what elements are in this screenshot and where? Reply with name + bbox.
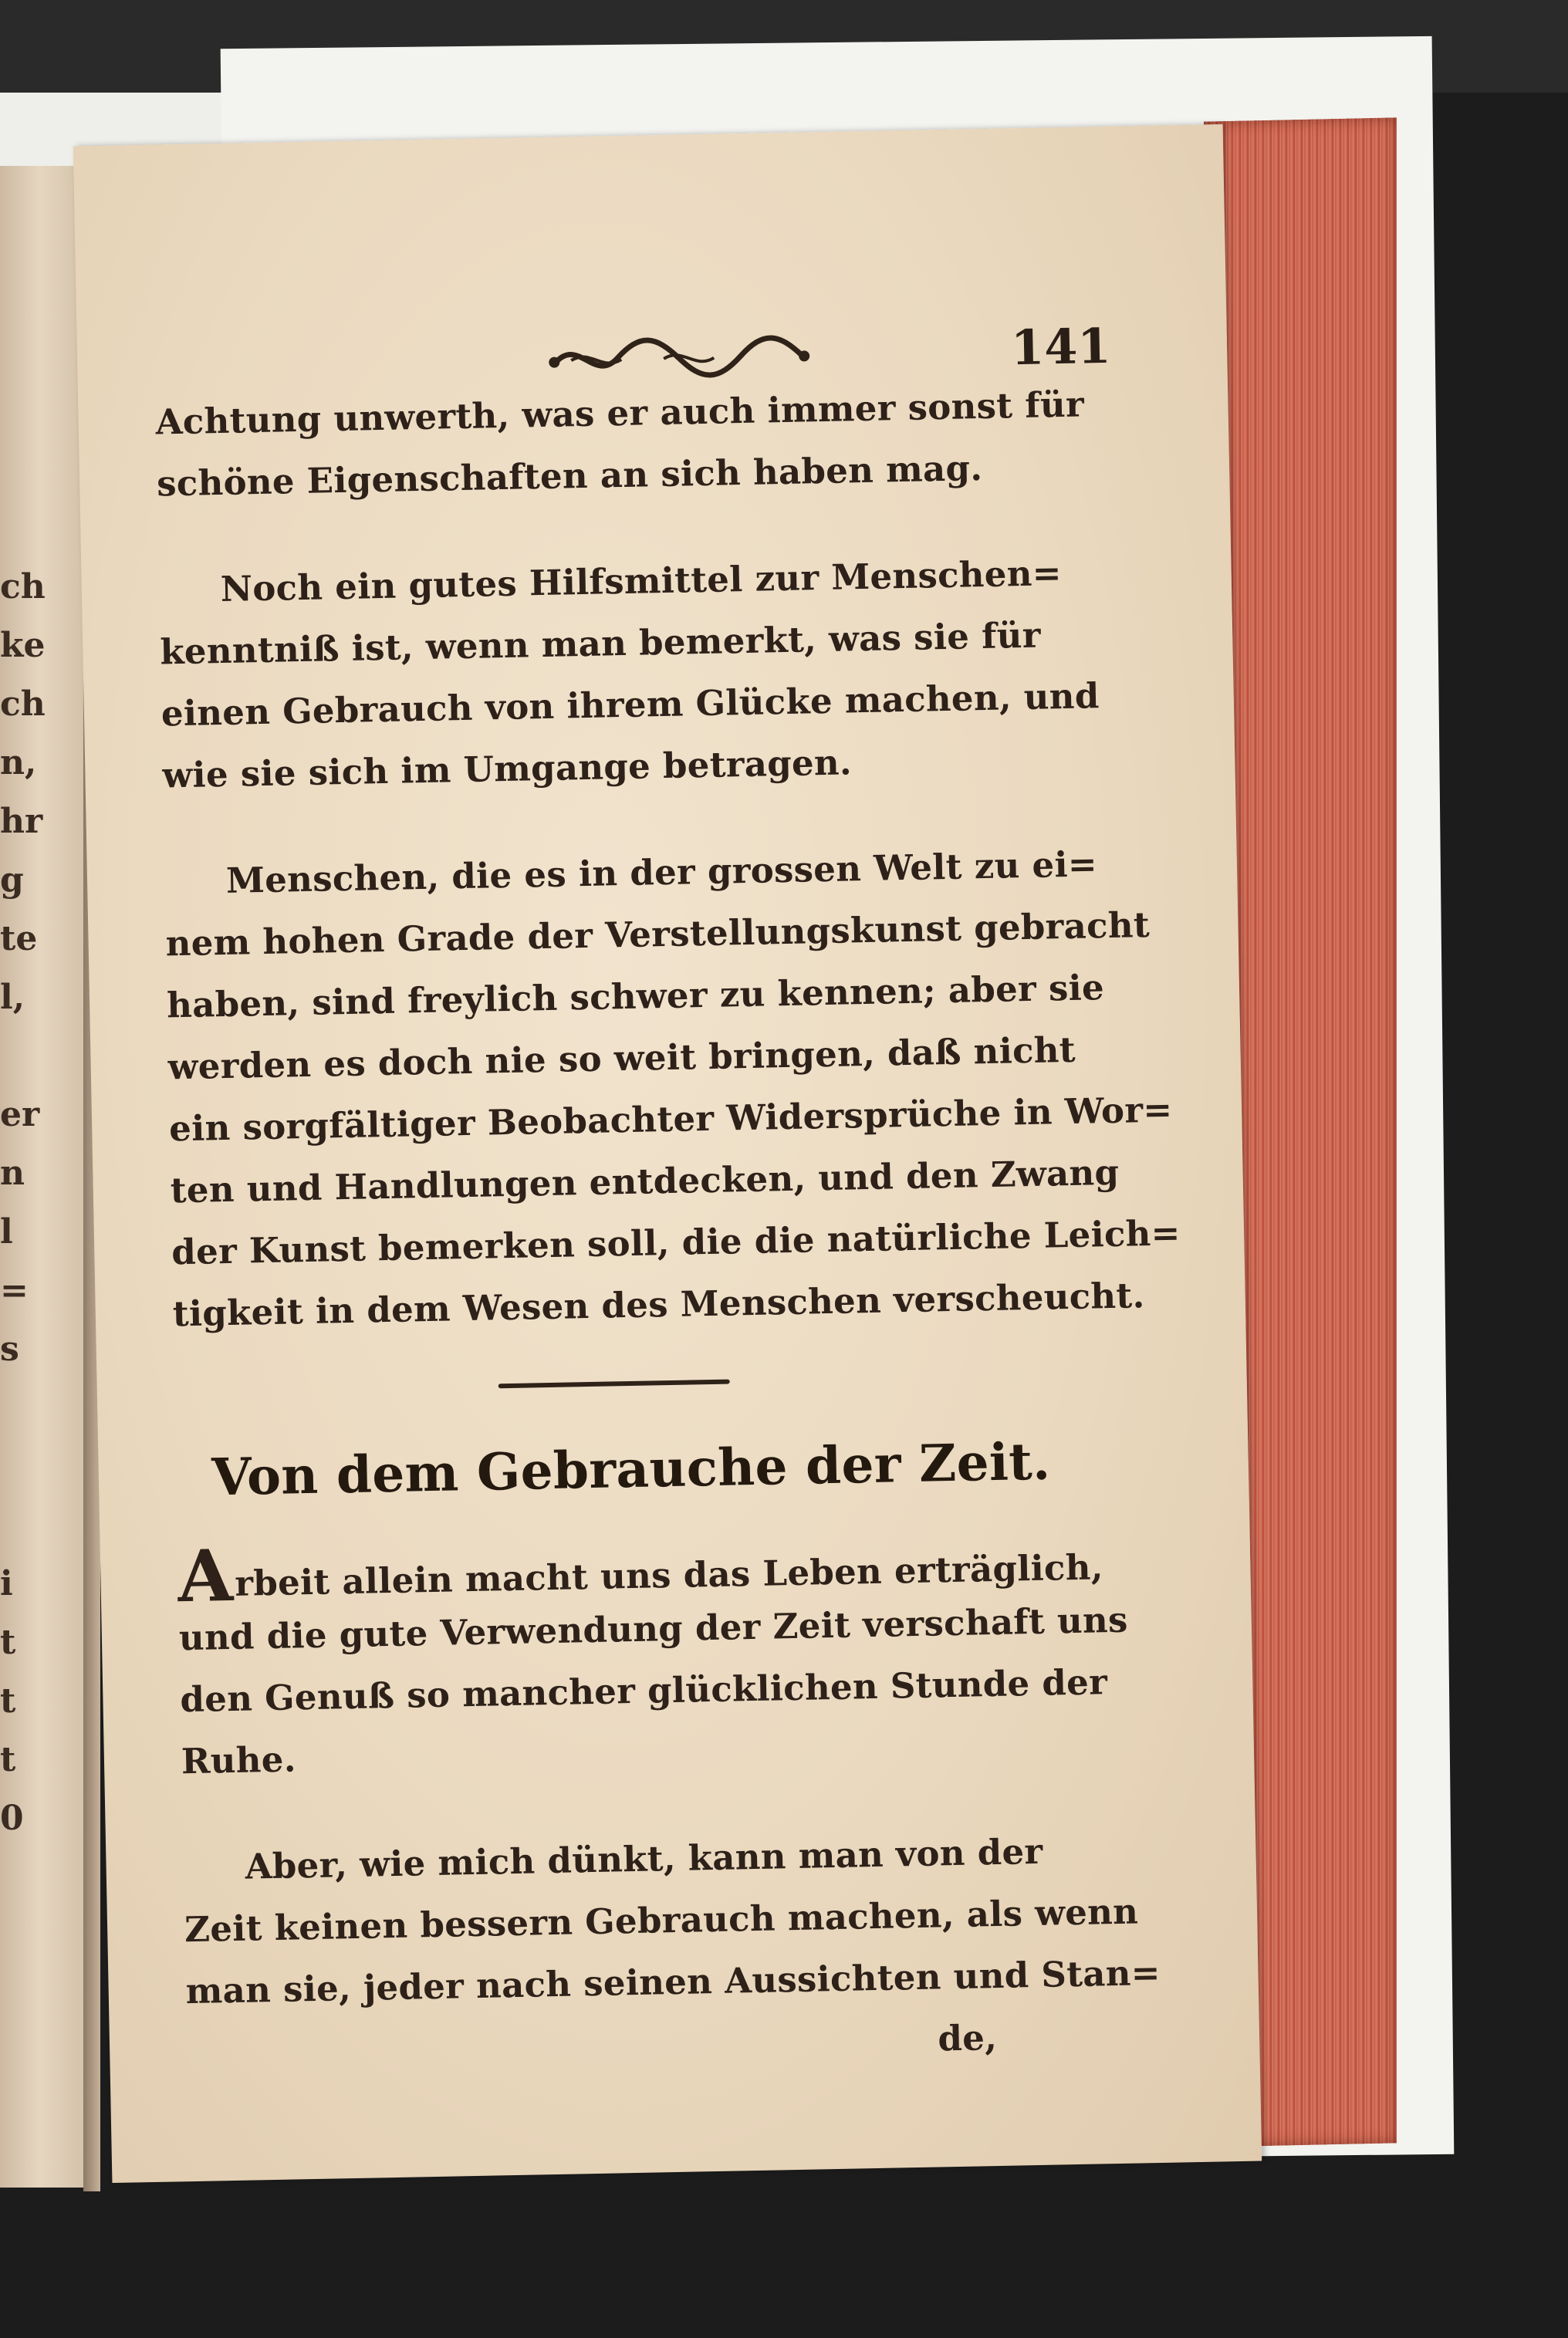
left-fragment: l [0,1212,13,1252]
page-number: 141 [1010,317,1112,377]
text-line: nem hohen Grade der Verstellungskunst gebracht [165,904,1151,965]
text-line: und die gute Verwendung der Zeit verschaft uns [178,1599,1129,1659]
text-line: wie sie sich im Umgange betragen. [161,742,853,796]
paragraph [155,374,1085,515]
paragraph [177,1529,1129,1793]
paragraph [183,1820,1161,2023]
text-line-rest: rbeit allein macht uns das Leben erträglich, [234,1546,1104,1604]
left-fragment: ke [0,626,46,665]
left-fragment: hr [0,802,43,841]
left-fragment [0,1447,31,1505]
left-fragment: er [0,1095,40,1134]
left-fragment: 0 [0,1799,24,1838]
text-line: Ruhe. [181,1738,297,1782]
left-fragment [0,1036,31,1095]
paragraph [164,834,1181,1346]
text-line: der Kunst bemerken soll, die die natürliche Leich= [171,1212,1181,1273]
left-fragment: te [0,919,38,958]
page-body [155,374,1181,2084]
catchword: de, [937,2017,998,2059]
left-fragment: n [0,1154,25,1193]
text-line: tigkeit in dem Wesen des Menschen verscheucht. [172,1275,1145,1335]
book-page [73,124,1262,2183]
section-divider [498,1380,730,1389]
text-line: ten und Handlungen entdecken, und den Zwang [170,1151,1120,1211]
left-fragment: = [0,1271,29,1310]
left-fragment: g [0,860,24,900]
text-line: Zeit keinen bessern Gebrauch machen, als wenn [184,1890,1139,1951]
left-fragment: t [0,1740,16,1779]
left-page-text-fragments [0,567,46,1857]
text-line: schöne Eigenschaften an sich haben mag. [156,448,983,505]
paragraph [158,542,1100,807]
text-line: ein sorgfältiger Beobachter Widersprüche in Wor= [168,1089,1173,1150]
text-line: Aber, wie mich dünkt, kann man von der [245,1830,1043,1887]
text-line: Noch ein gutes Hilfsmittel zur Menschen= [220,552,1063,610]
text-line: werden es doch nie so weit bringen, daß nicht [167,1029,1076,1088]
text-line: man sie, jeder nach seinen Aussichten und Stan= [185,1951,1161,2012]
left-fragment: n, [0,743,37,782]
drop-capital: A [177,1533,235,1619]
left-fragment [0,1388,31,1447]
text-line: Menschen, die es in der grossen Welt zu ei= [225,843,1098,901]
section-heading: Von dem Gebrauche der Zeit. [211,1431,1051,1508]
text-line: Achtung unwerth, was er auch immer sonst für [155,383,1085,443]
text-line: kenntniß ist, wenn man bemerkt, was sie für [159,614,1042,673]
left-fragment: ch [0,567,46,606]
left-fragment: l, [0,978,25,1017]
text-line: einen Gebrauch von ihrem Glücke machen, und [161,675,1100,735]
left-fragment: i [0,1564,13,1603]
left-fragment: ch [0,684,46,724]
left-fragment: t [0,1681,16,1721]
left-page-edge [0,166,91,2188]
text-line: haben, sind freylich schwer zu kennen; aber sie [166,967,1105,1026]
text-line: den Genuß so mancher glücklichen Stunde der [179,1661,1108,1721]
left-fragment [0,1505,31,1564]
left-fragment: t [0,1623,16,1662]
left-fragment: s [0,1329,19,1369]
printer-ornament-icon [547,325,810,384]
